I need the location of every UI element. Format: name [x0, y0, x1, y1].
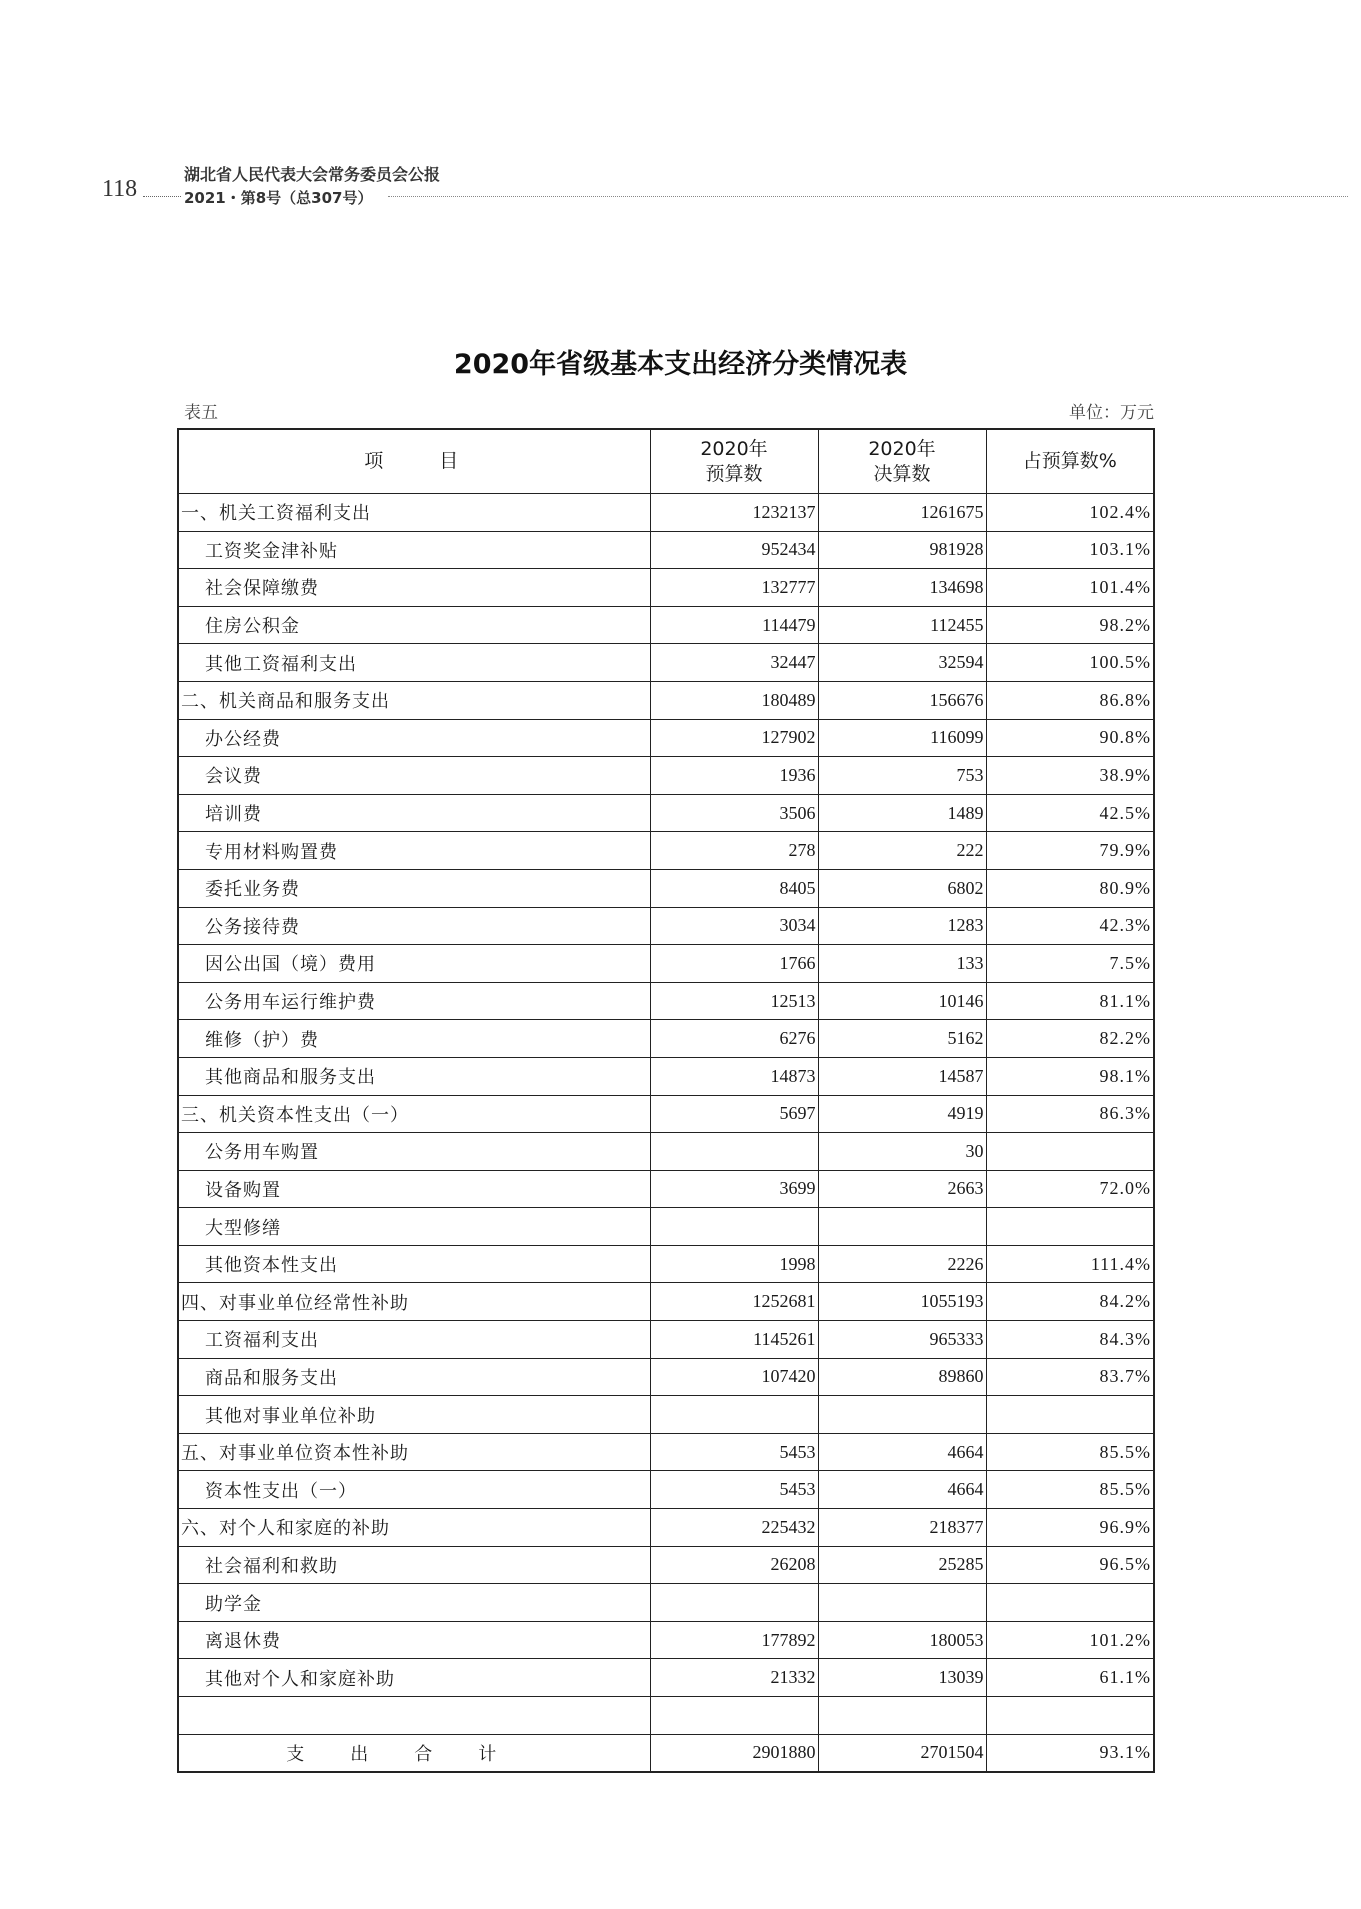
unit-label: 单位：万元 — [1069, 403, 1154, 423]
cell-item: 二、机关商品和服务支出 — [178, 681, 650, 719]
cell-budget — [650, 1584, 818, 1622]
table-body — [178, 494, 1154, 1773]
cell-item: 五、对事业单位资本性补助 — [178, 1433, 650, 1471]
cell-pct: 101.4% — [986, 569, 1154, 607]
cell-budget: 1766 — [650, 945, 818, 983]
cell-pct: 61.1% — [986, 1659, 1154, 1697]
header-pct: 占预算数% — [986, 429, 1154, 494]
cell-final: 218377 — [818, 1509, 986, 1547]
cell-item: 一、机关工资福利支出 — [178, 494, 650, 532]
table-row — [178, 1321, 1154, 1359]
cell-final — [818, 1584, 986, 1622]
cell-pct: 81.1% — [986, 982, 1154, 1020]
cell-item: 其他工资福利支出 — [178, 644, 650, 682]
cell-pct: 96.9% — [986, 1509, 1154, 1547]
cell-item — [178, 1697, 650, 1735]
cell-final: 134698 — [818, 569, 986, 607]
cell-final: 133 — [818, 945, 986, 983]
cell-budget — [650, 1208, 818, 1246]
table-row — [178, 945, 1154, 983]
table-row — [178, 907, 1154, 945]
cell-final — [818, 1697, 986, 1735]
table-row — [178, 1358, 1154, 1396]
cell-pct: 7.5% — [986, 945, 1154, 983]
table-row — [178, 794, 1154, 832]
cell-budget: 180489 — [650, 681, 818, 719]
cell-budget: 1252681 — [650, 1283, 818, 1321]
cell-budget: 1232137 — [650, 494, 818, 532]
cell-budget: 107420 — [650, 1358, 818, 1396]
cell-item: 公务用车购置 — [178, 1133, 650, 1171]
cell-budget: 32447 — [650, 644, 818, 682]
cell-final: 2226 — [818, 1245, 986, 1283]
cell-item: 社会保障缴费 — [178, 569, 650, 607]
cell-final: 156676 — [818, 681, 986, 719]
cell-pct: 84.3% — [986, 1321, 1154, 1359]
cell-final: 981928 — [818, 531, 986, 569]
cell-budget: 5697 — [650, 1095, 818, 1133]
cell-final: 222 — [818, 832, 986, 870]
cell-item: 助学金 — [178, 1584, 650, 1622]
table-row — [178, 1133, 1154, 1171]
cell-pct — [986, 1396, 1154, 1434]
cell-pct: 80.9% — [986, 869, 1154, 907]
cell-item: 因公出国（境）费用 — [178, 945, 650, 983]
cell-pct: 42.3% — [986, 907, 1154, 945]
table-row — [178, 1057, 1154, 1095]
table-row — [178, 1697, 1154, 1735]
cell-item: 办公经费 — [178, 719, 650, 757]
cell-final: 25285 — [818, 1546, 986, 1584]
cell-budget: 3034 — [650, 907, 818, 945]
header-dotted-rule — [143, 196, 181, 197]
cell-pct: 98.2% — [986, 606, 1154, 644]
cell-pct: 103.1% — [986, 531, 1154, 569]
table-row — [178, 644, 1154, 682]
cell-budget — [650, 1697, 818, 1735]
cell-item: 工资奖金津补贴 — [178, 531, 650, 569]
cell-item: 工资福利支出 — [178, 1321, 650, 1359]
cell-pct — [986, 1208, 1154, 1246]
table-row — [178, 1095, 1154, 1133]
cell-pct: 101.2% — [986, 1621, 1154, 1659]
table-row — [178, 1396, 1154, 1434]
journal-title: 湖北省人民代表大会常务委员会公报 — [184, 165, 441, 184]
cell-final: 4664 — [818, 1471, 986, 1509]
cell-budget: 132777 — [650, 569, 818, 607]
cell-pct — [986, 1584, 1154, 1622]
total-label: 支出合计 — [178, 1734, 650, 1772]
cell-pct: 85.5% — [986, 1433, 1154, 1471]
cell-pct — [986, 1133, 1154, 1171]
cell-budget: 278 — [650, 832, 818, 870]
header-budget-line1: 2020年 — [700, 437, 768, 460]
cell-final: 180053 — [818, 1621, 986, 1659]
header-item: 项 目 — [178, 429, 650, 494]
cell-final: 30 — [818, 1133, 986, 1171]
header-final-line2: 决算数 — [873, 462, 931, 485]
cell-budget: 177892 — [650, 1621, 818, 1659]
cell-item: 专用材料购置费 — [178, 832, 650, 870]
table-row — [178, 494, 1154, 532]
cell-budget: 14873 — [650, 1057, 818, 1095]
cell-final: 116099 — [818, 719, 986, 757]
table-row — [178, 1471, 1154, 1509]
cell-budget: 3699 — [650, 1170, 818, 1208]
total-budget: 2901880 — [650, 1734, 818, 1772]
cell-final: 14587 — [818, 1057, 986, 1095]
table-row — [178, 681, 1154, 719]
cell-pct: 38.9% — [986, 757, 1154, 795]
issue-number: 2021・第8号（总307号） — [184, 189, 373, 207]
table-row — [178, 869, 1154, 907]
cell-final: 1261675 — [818, 494, 986, 532]
table-row — [178, 1245, 1154, 1283]
cell-budget: 6276 — [650, 1020, 818, 1058]
cell-budget — [650, 1396, 818, 1434]
cell-pct: 84.2% — [986, 1283, 1154, 1321]
document-title: 2020年省级基本支出经济分类情况表 — [453, 349, 908, 380]
cell-budget: 952434 — [650, 531, 818, 569]
cell-budget: 1145261 — [650, 1321, 818, 1359]
cell-final: 1283 — [818, 907, 986, 945]
cell-item: 其他资本性支出 — [178, 1245, 650, 1283]
cell-final: 112455 — [818, 606, 986, 644]
cell-pct: 100.5% — [986, 644, 1154, 682]
cell-item: 离退休费 — [178, 1621, 650, 1659]
cell-item: 商品和服务支出 — [178, 1358, 650, 1396]
cell-item: 四、对事业单位经常性补助 — [178, 1283, 650, 1321]
cell-pct: 96.5% — [986, 1546, 1154, 1584]
cell-pct: 98.1% — [986, 1057, 1154, 1095]
cell-item: 三、机关资本性支出（一） — [178, 1095, 650, 1133]
cell-budget: 12513 — [650, 982, 818, 1020]
cell-final: 2663 — [818, 1170, 986, 1208]
header-budget-line2: 预算数 — [705, 462, 763, 485]
table-row — [178, 982, 1154, 1020]
cell-pct: 79.9% — [986, 832, 1154, 870]
cell-final: 10146 — [818, 982, 986, 1020]
table-row — [178, 1020, 1154, 1058]
header-dotted-rule-right — [388, 196, 1348, 197]
cell-pct: 42.5% — [986, 794, 1154, 832]
cell-budget: 1998 — [650, 1245, 818, 1283]
cell-final: 4919 — [818, 1095, 986, 1133]
cell-final: 32594 — [818, 644, 986, 682]
cell-budget: 1936 — [650, 757, 818, 795]
page-number: 118 — [102, 176, 138, 202]
cell-item: 其他对个人和家庭补助 — [178, 1659, 650, 1697]
cell-item: 设备购置 — [178, 1170, 650, 1208]
table-row — [178, 531, 1154, 569]
cell-final: 89860 — [818, 1358, 986, 1396]
table-row — [178, 1546, 1154, 1584]
table-row — [178, 569, 1154, 607]
table-row — [178, 1433, 1154, 1471]
cell-budget: 5453 — [650, 1433, 818, 1471]
total-final: 2701504 — [818, 1734, 986, 1772]
cell-item: 委托业务费 — [178, 869, 650, 907]
cell-item: 社会福利和救助 — [178, 1546, 650, 1584]
cell-budget: 21332 — [650, 1659, 818, 1697]
cell-final: 5162 — [818, 1020, 986, 1058]
expenditure-table — [177, 428, 1155, 1773]
cell-pct: 86.3% — [986, 1095, 1154, 1133]
total-row — [178, 1734, 1154, 1772]
cell-item: 其他商品和服务支出 — [178, 1057, 650, 1095]
cell-pct — [986, 1697, 1154, 1735]
cell-final: 4664 — [818, 1433, 986, 1471]
cell-budget: 5453 — [650, 1471, 818, 1509]
cell-item: 其他对事业单位补助 — [178, 1396, 650, 1434]
cell-item: 公务用车运行维护费 — [178, 982, 650, 1020]
cell-final — [818, 1396, 986, 1434]
cell-budget: 26208 — [650, 1546, 818, 1584]
table-row — [178, 1621, 1154, 1659]
cell-pct: 90.8% — [986, 719, 1154, 757]
cell-pct: 102.4% — [986, 494, 1154, 532]
cell-pct: 111.4% — [986, 1245, 1154, 1283]
cell-pct: 72.0% — [986, 1170, 1154, 1208]
header-final — [818, 429, 986, 494]
table-row — [178, 757, 1154, 795]
cell-item: 维修（护）费 — [178, 1020, 650, 1058]
cell-final: 1489 — [818, 794, 986, 832]
cell-budget: 225432 — [650, 1509, 818, 1547]
cell-budget — [650, 1133, 818, 1171]
cell-final: 753 — [818, 757, 986, 795]
cell-item: 资本性支出（一） — [178, 1471, 650, 1509]
table-row — [178, 1659, 1154, 1697]
table-row — [178, 1170, 1154, 1208]
cell-final: 13039 — [818, 1659, 986, 1697]
cell-item: 大型修缮 — [178, 1208, 650, 1246]
cell-final — [818, 1208, 986, 1246]
cell-final: 6802 — [818, 869, 986, 907]
table-row — [178, 832, 1154, 870]
table-row — [178, 719, 1154, 757]
table-row — [178, 1509, 1154, 1547]
table-header-row — [178, 429, 1154, 494]
cell-budget: 8405 — [650, 869, 818, 907]
table-label: 表五 — [184, 403, 218, 423]
cell-item: 住房公积金 — [178, 606, 650, 644]
cell-item: 会议费 — [178, 757, 650, 795]
cell-pct: 82.2% — [986, 1020, 1154, 1058]
cell-item: 公务接待费 — [178, 907, 650, 945]
cell-pct: 83.7% — [986, 1358, 1154, 1396]
table-row — [178, 1584, 1154, 1622]
header-final-line1: 2020年 — [868, 437, 936, 460]
total-pct: 93.1% — [986, 1734, 1154, 1772]
cell-final: 965333 — [818, 1321, 986, 1359]
cell-item: 培训费 — [178, 794, 650, 832]
cell-final: 1055193 — [818, 1283, 986, 1321]
header-budget — [650, 429, 818, 494]
cell-budget: 3506 — [650, 794, 818, 832]
cell-budget: 114479 — [650, 606, 818, 644]
page-header — [0, 150, 1361, 210]
table-row — [178, 606, 1154, 644]
table-row — [178, 1283, 1154, 1321]
cell-pct: 85.5% — [986, 1471, 1154, 1509]
cell-budget: 127902 — [650, 719, 818, 757]
cell-item: 六、对个人和家庭的补助 — [178, 1509, 650, 1547]
table-row — [178, 1208, 1154, 1246]
cell-pct: 86.8% — [986, 681, 1154, 719]
